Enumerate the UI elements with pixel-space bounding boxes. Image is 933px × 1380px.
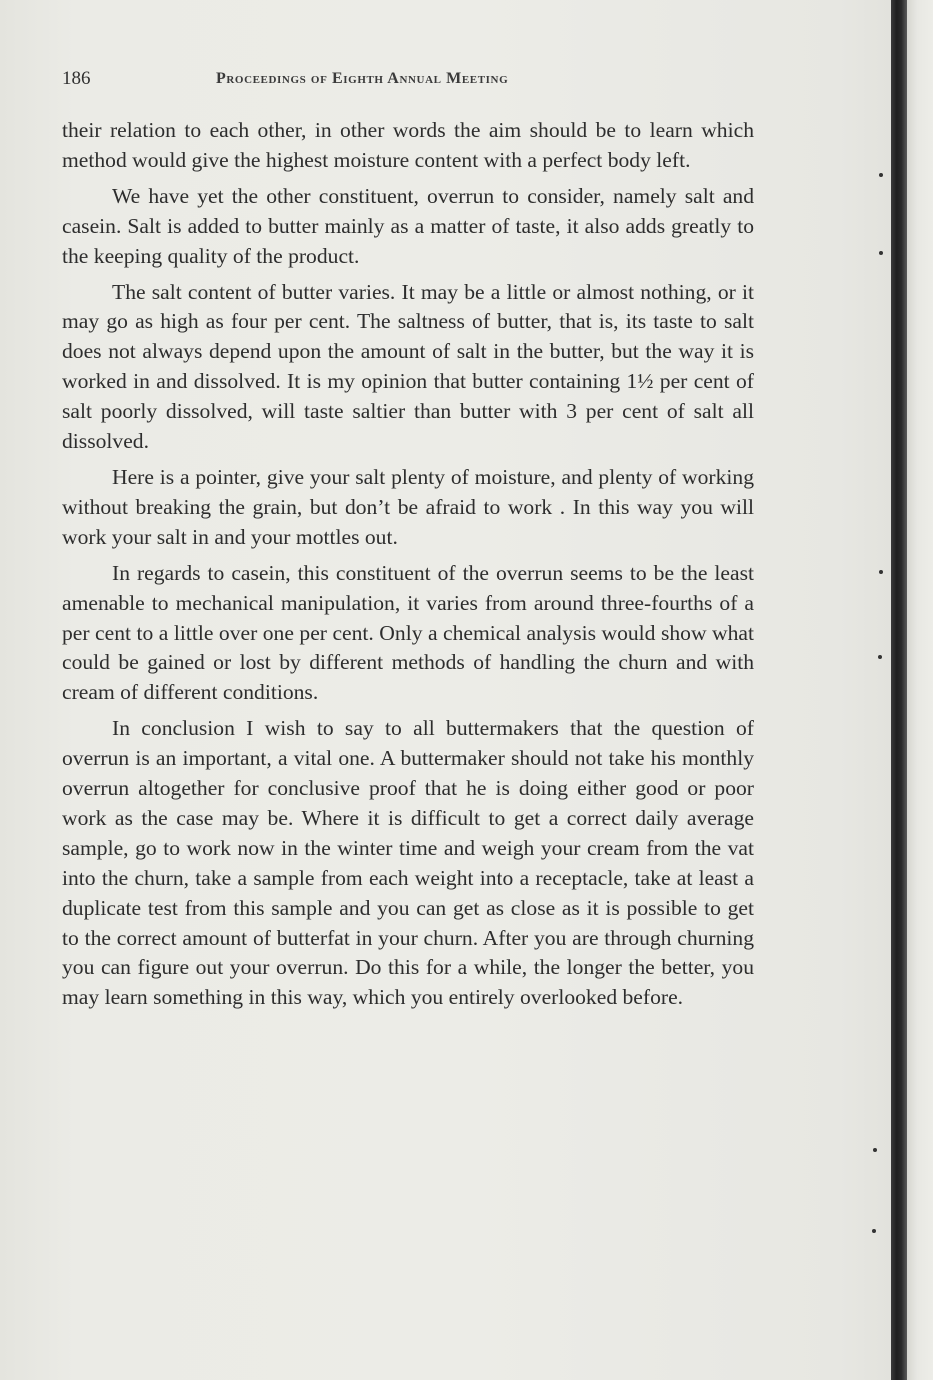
paragraph: In conclusion I wish to say to all buttermakers that the question of overrun is an important, a vital one. A buttermaker should not take his monthly overrun altogether for conclusive proof that he is doing either good or poor work as the case may be. Where it is difficult to get a correct daily average sample, go to work now in the winter time and weigh your cream from the vat into the churn, take a sample from each weight into a receptacle, take at least a duplicate test from this sample and you can get as close as it is possible to get to the correct amount of butterfat in your churn. After you are through churning you can figure out your overrun. Do this for a while, the longer the better, you may learn something in this way, which you entirely overlooked before.	[62, 716, 754, 1010]
paragraph: The salt content of butter varies. It may be a little or almost nothing, or it may go as high as four per cent. The saltness of butter, that is, its taste to salt does not always depend upon the amount of salt in the butter, but the way it is worked in and dissolved. It is my opinion that butter containing 1½ per cent of salt poorly dissolved, will taste saltier than butter with 3 per cent of salt all dissolved.	[62, 279, 754, 454]
paragraph: their relation to each other, in other words the aim should be to learn which method would give the highest moisture content with a perfect body left.	[62, 118, 754, 172]
page-number: 186	[62, 68, 91, 89]
scan-speck	[872, 1229, 876, 1233]
scan-speck	[879, 251, 883, 255]
scan-speck	[879, 570, 883, 574]
paragraph: In regards to casein, this constituent of the overrun seems to be the least amenable to mechanical manipulation, it varies from around three-fourths of a per cent to a little over one per cent. Only a chemical analysis would show what could be gained or lost by different methods of handling the churn and with cream of different conditions.	[62, 560, 754, 705]
scan-speck	[878, 655, 882, 659]
running-head: Proceedings of Eighth Annual Meeting	[216, 70, 509, 87]
scan-speck	[873, 1148, 877, 1152]
body-text	[62, 116, 754, 1019]
paragraph: We have yet the other constituent, overrun to consider, namely salt and casein. Salt is added to butter mainly as a matter of taste, it also adds greatly to the keeping quality of the product.	[62, 183, 754, 268]
scan-speck	[879, 173, 883, 177]
paragraph: Here is a pointer, give your salt plenty of moisture, and plenty of working without breaking the grain, but don’t be afraid to work . In this way you will work your salt in and your mottles out.	[62, 464, 754, 549]
facing-page-edge	[907, 0, 933, 1380]
page-header	[62, 64, 752, 94]
book-binding-gutter	[891, 0, 907, 1380]
